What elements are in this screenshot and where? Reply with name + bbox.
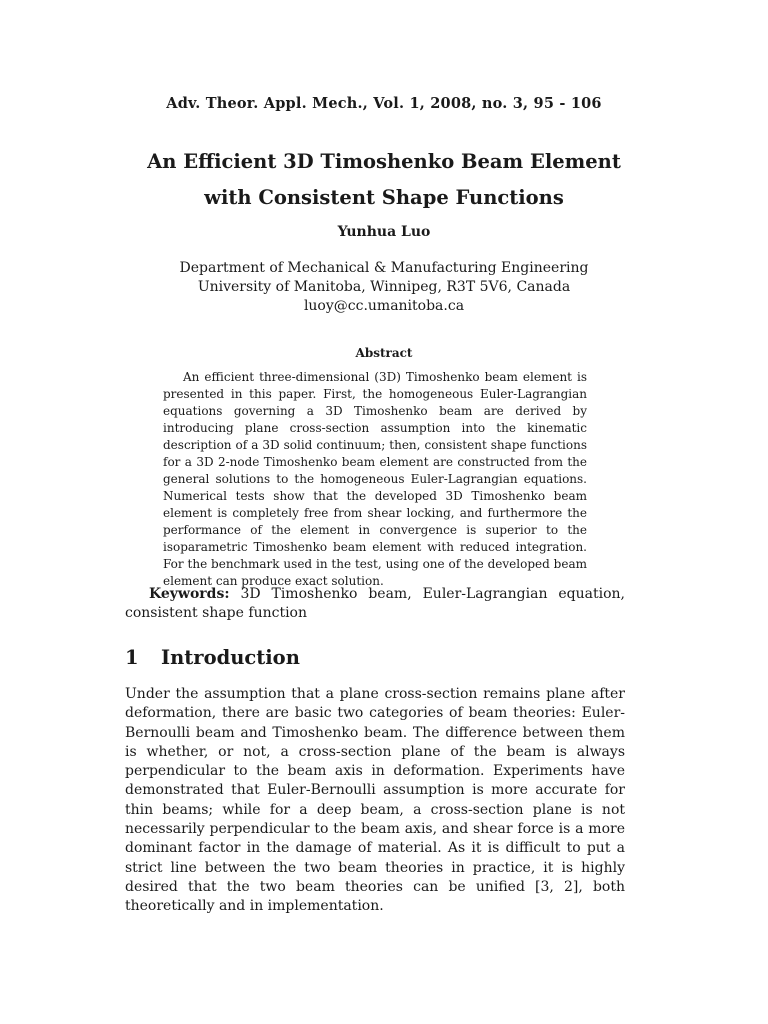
section-number: 1 <box>125 646 139 669</box>
author-name: Yunhua Luo <box>337 224 431 240</box>
keywords <box>125 585 625 623</box>
introduction-body <box>125 685 625 917</box>
journal-citation: Adv. Theor. Appl. Mech., Vol. 1, 2008, no. 3, 95 - 106 <box>166 95 602 112</box>
affiliation-email: luoy@cc.umanitoba.ca <box>303 298 465 314</box>
introduction-paragraph: Under the assumption that a plane cross-section remains plane after deformation, there are basic two categories of beam theories: Euler-Bernoulli beam and Timoshenko beam. The difference between them is whether, or not, a cross-section plane of the beam is always perpendicular to the beam axis in deformation. Experiments have demonstrated that Euler-Bernoulli assumption is more accurate for thin beams; while for a deep beam, a cross-section plane is not necessarily perpendicular to the beam axis, and shear force is a more dominant factor in the damage of material. As it is difficult to put a strict line between the two beam theories in practice, it is highly desired that the two beam theories can be unified [3, 2], both theoretically and in implementation. <box>125 686 625 915</box>
paper-title <box>0 144 768 216</box>
keywords-text: 3D Timoshenko beam, Euler-Lagrangian equation, consistent shape function <box>125 586 625 621</box>
abstract-text: An efficient three-dimensional (3D) Timoshenko beam element is presented in this paper. First, the homogeneous Euler-Lagrangian equations governing a 3D Timoshenko beam are derived by introducing plane cross-section assumption into the kinematic description of a 3D solid continuum; then, consistent shape functions for a 3D 2-node Timoshenko beam element are constructed from the general solutions to the homogeneous Euler-Lagrangian equations. Numerical tests show that the developed 3D Timoshenko beam element is completely free from shear locking, and furthermore the performance of the element in convergence is superior to the isoparametric Timoshenko beam element with reduced integration. For the benchmark used in the test, using one of the developed beam element can produce exact solution. <box>163 370 587 588</box>
affiliation <box>0 259 768 316</box>
affiliation-department: Department of Mechanical & Manufacturing Engineering <box>179 260 589 276</box>
abstract-heading: Abstract <box>355 346 413 360</box>
title-line-2: with Consistent Shape Functions <box>204 186 564 209</box>
section-heading <box>125 646 625 669</box>
section-title: Introduction <box>161 646 300 669</box>
title-line-1: An Efficient 3D Timoshenko Beam Element <box>147 150 621 173</box>
keywords-label: Keywords: <box>149 586 230 602</box>
affiliation-university: University of Manitoba, Winnipeg, R3T 5V6, Canada <box>197 279 571 295</box>
abstract-body <box>163 369 587 590</box>
